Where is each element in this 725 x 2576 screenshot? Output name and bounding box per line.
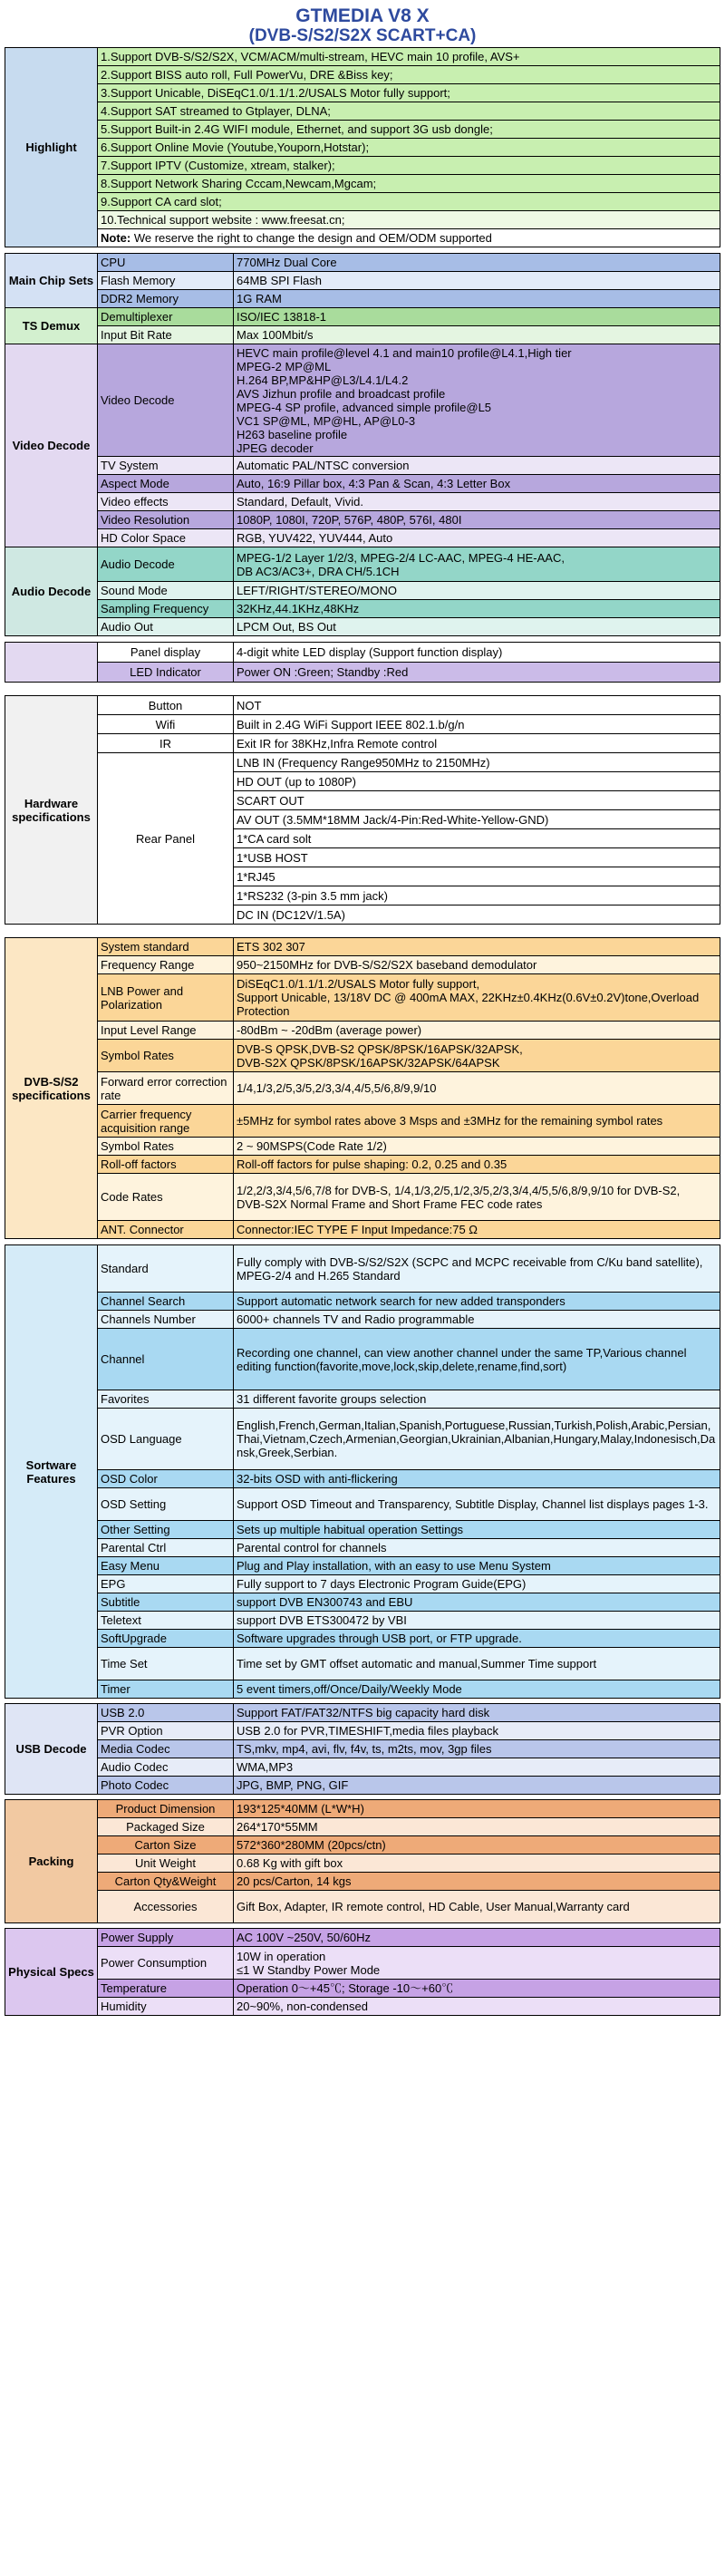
spec-value: Gift Box, Adapter, IR remote control, HD Cable, User Manual,Warranty card <box>234 1891 720 1923</box>
spec-label: PVR Option <box>98 1722 234 1740</box>
spec-label: Input Bit Rate <box>98 326 234 344</box>
highlight-row <box>5 102 720 121</box>
highlight-note-row <box>5 229 720 247</box>
spec-value: AC 100V ~250V, 50/60Hz <box>234 1929 720 1947</box>
spec-label: Symbol Rates <box>98 1138 234 1156</box>
audio-category: Audio Decode <box>5 547 98 636</box>
spec-value: Time set by GMT offset automatic and manual,Summer Time support <box>234 1648 720 1680</box>
chip-video-audio-table <box>5 253 720 636</box>
highlight-row <box>5 66 720 84</box>
highlight-item: 4.Support SAT streamed to Gtplayer, DLNA; <box>98 102 720 121</box>
spec-row <box>5 1740 720 1758</box>
spec-value: 1/2,2/3,3/4,5/6,7/8 for DVB-S, 1/4,1/3,2/5,1/2,3/5,2/3,3/4,4/5,5/6,8/9,9/10 for DVB-S2, DVB-S2X Normal Frame and Short Frame FEC code rates <box>234 1174 720 1221</box>
highlight-item: 3.Support Unicable, DiSEqC1.0/1.1/1.2/USALS Motor fully support; <box>98 84 720 102</box>
spec-label: Input Level Range <box>98 1022 234 1040</box>
spec-label: Video Resolution <box>98 511 234 529</box>
spec-value: 0.68 Kg with gift box <box>234 1855 720 1873</box>
spec-value: 1/4,1/3,2/5,3/5,2/3,3/4,4/5,5/6,8/9,9/10 <box>234 1072 720 1105</box>
spec-label: Sound Mode <box>98 582 234 600</box>
spec-value: USB 2.0 for PVR,TIMESHIFT,media files playback <box>234 1722 720 1740</box>
spec-row <box>5 1680 720 1699</box>
spec-row <box>5 1777 720 1795</box>
spec-value: Power ON :Green; Standby :Red <box>234 663 720 683</box>
spec-value: 264*170*55MM <box>234 1818 720 1836</box>
spec-row <box>5 1648 720 1680</box>
spec-row <box>5 272 720 290</box>
highlight-row <box>5 139 720 157</box>
spec-row <box>5 1630 720 1648</box>
spec-value: Max 100Mbit/s <box>234 326 720 344</box>
highlight-row <box>5 157 720 175</box>
highlight-item: 5.Support Built-in 2.4G WIFI module, Ethernet, and support 3G usb dongle; <box>98 121 720 139</box>
highlight-item: 7.Support IPTV (Customize, xtream, stalker); <box>98 157 720 175</box>
spec-row <box>5 696 720 715</box>
spec-row <box>5 1539 720 1557</box>
hardware-category: Hardware specifications <box>5 696 98 925</box>
spec-label: ANT. Connector <box>98 1221 234 1239</box>
spec-row <box>5 1980 720 1998</box>
spec-value: 193*125*40MM (L*W*H) <box>234 1800 720 1818</box>
spec-value: 770MHz Dual Core <box>234 254 720 272</box>
rear-panel-item: SCART OUT <box>234 791 720 810</box>
software-category: Sortware Features <box>5 1245 98 1699</box>
spec-label: Aspect Mode <box>98 475 234 493</box>
spec-label: Flash Memory <box>98 272 234 290</box>
spec-value: 950~2150MHz for DVB-S/S2/S2X baseband demodulator <box>234 956 720 974</box>
spec-label: Accessories <box>98 1891 234 1923</box>
spec-row <box>5 1409 720 1470</box>
spec-value: Fully comply with DVB-S/S2/S2X (SCPC and MCPC receivable from C/Ku band satellite), MPEG-2/4 and H.265 Standard <box>234 1245 720 1293</box>
spec-row <box>5 663 720 683</box>
product-subtitle: (DVB-S/S2/S2X SCART+CA) <box>248 26 477 45</box>
spec-value: 2 ~ 90MSPS(Code Rate 1/2) <box>234 1138 720 1156</box>
spec-label: OSD Language <box>98 1409 234 1470</box>
spec-label: Audio Out <box>98 618 234 636</box>
product-title: GTMEDIA V8 X <box>295 5 430 26</box>
highlight-item: 2.Support BISS auto roll, Full PowerVu, DRE &Biss key; <box>98 66 720 84</box>
spec-label: Forward error correction rate <box>98 1072 234 1105</box>
spec-row <box>5 582 720 600</box>
note-label: Note: <box>101 231 131 245</box>
spec-row <box>5 457 720 475</box>
rear-panel-item: AV OUT (3.5MM*18MM Jack/4-Pin:Red-White-Yellow-GND) <box>234 810 720 829</box>
spec-row <box>5 1800 720 1818</box>
spec-value: -80dBm ~ -20dBm (average power) <box>234 1022 720 1040</box>
spec-value: Recording one channel, can view another channel under the same TP,Various channel editing function(favorite,move,lock,skip,delete,rename,find,sort) <box>234 1329 720 1390</box>
spec-label: Other Setting <box>98 1521 234 1539</box>
spec-label: Roll-off factors <box>98 1156 234 1174</box>
spec-value: 32KHz,44.1KHz,48KHz <box>234 600 720 618</box>
spec-label: Humidity <box>98 1998 234 2016</box>
spec-value: Operation 0～+45℃; Storage -10～+60℃ <box>234 1980 720 1998</box>
spec-row <box>5 1329 720 1390</box>
highlight-row <box>5 175 720 193</box>
highlight-item: 1.Support DVB-S/S2/S2X, VCM/ACM/multi-stream, HEVC main 10 profile, AVS+ <box>98 48 720 66</box>
spec-label: Power Supply <box>98 1929 234 1947</box>
spec-row <box>5 1072 720 1105</box>
rear-panel-item: DC IN (DC12V/1.5A) <box>234 905 720 925</box>
physical-category: Physical Specs <box>5 1929 98 2016</box>
spec-value: 5 event timers,off/Once/Daily/Weekly Mode <box>234 1680 720 1699</box>
spec-label: Sampling Frequency <box>98 600 234 618</box>
spec-label: Audio Codec <box>98 1758 234 1777</box>
spec-value: Sets up multiple habitual operation Settings <box>234 1521 720 1539</box>
spec-label: Teletext <box>98 1612 234 1630</box>
spec-label: Frequency Range <box>98 956 234 974</box>
spec-value: Parental control for channels <box>234 1539 720 1557</box>
spec-label: HD Color Space <box>98 529 234 547</box>
rear-panel-item: LNB IN (Frequency Range950MHz to 2150MHz) <box>234 753 720 772</box>
spec-value: Fully support to 7 days Electronic Program Guide(EPG) <box>234 1575 720 1593</box>
spec-row <box>5 1855 720 1873</box>
spec-row <box>5 1836 720 1855</box>
spec-value: Connector:IEC TYPE F Input Impedance:75 Ω <box>234 1221 720 1239</box>
spec-row <box>5 1488 720 1521</box>
spec-value: 20 pcs/Carton, 14 kgs <box>234 1873 720 1891</box>
spec-value: Standard, Default, Vivid. <box>234 493 720 511</box>
spec-label: Carrier frequency acquisition range <box>98 1105 234 1138</box>
rear-panel-item: 1*USB HOST <box>234 848 720 867</box>
spec-row <box>5 1818 720 1836</box>
spec-label: Power Consumption <box>98 1947 234 1980</box>
spec-label: Unit Weight <box>98 1855 234 1873</box>
spec-label: IR <box>98 734 234 753</box>
software-usb-packing-table <box>5 1244 720 2016</box>
spec-label: Product Dimension <box>98 1800 234 1818</box>
spec-label: EPG <box>98 1575 234 1593</box>
spec-row <box>5 1873 720 1891</box>
chip-category: Main Chip Sets <box>5 254 98 308</box>
spec-row <box>5 1929 720 1947</box>
spec-value: 1G RAM <box>234 290 720 308</box>
spec-row <box>5 1612 720 1630</box>
spec-row <box>5 1557 720 1575</box>
spec-value: 1080P, 1080I, 720P, 576P, 480P, 576I, 480I <box>234 511 720 529</box>
spec-row <box>5 938 720 956</box>
spec-value: Auto, 16:9 Pillar box, 4:3 Pan & Scan, 4:3 Letter Box <box>234 475 720 493</box>
spec-label: OSD Color <box>98 1470 234 1488</box>
highlight-item: 6.Support Online Movie (Youtube,Youporn,Hotstar); <box>98 139 720 157</box>
spec-row <box>5 308 720 326</box>
highlight-note <box>98 229 720 247</box>
spec-value: MPEG-1/2 Layer 1/2/3, MPEG-2/4 LC-AAC, MPEG-4 HE-AAC, DB AC3/AC3+, DRA CH/5.1CH <box>234 547 720 582</box>
spec-row <box>5 1758 720 1777</box>
spec-row <box>5 1521 720 1539</box>
spec-label: TV System <box>98 457 234 475</box>
spec-label: Carton Qty&Weight <box>98 1873 234 1891</box>
spec-row <box>5 511 720 529</box>
spec-label: Packaged Size <box>98 1818 234 1836</box>
spec-value: RGB, YUV422, YUV444, Auto <box>234 529 720 547</box>
spec-row <box>5 734 720 753</box>
spec-row <box>5 618 720 636</box>
spec-value: Support automatic network search for new added transponders <box>234 1293 720 1311</box>
packing-category: Packing <box>5 1800 98 1923</box>
spec-value: English,French,German,Italian,Spanish,Portuguese,Russian,Turkish,Polish,Arabic,Persian,Thai,Vietnam,Czech,Armenian,Georgian,Ukrainian,Albanian,Hungary,Malay,Indonesisch,Dansk,Greek,Serbian. <box>234 1409 720 1470</box>
spec-row <box>5 1040 720 1072</box>
spec-row <box>5 254 720 272</box>
spec-value: LPCM Out, BS Out <box>234 618 720 636</box>
spec-row <box>5 974 720 1022</box>
spec-label: Media Codec <box>98 1740 234 1758</box>
rear-panel-item: 1*RS232 (3-pin 3.5 mm jack) <box>234 886 720 905</box>
spec-value: 64MB SPI Flash <box>234 272 720 290</box>
spec-row <box>5 547 720 582</box>
spec-label: Symbol Rates <box>98 1040 234 1072</box>
spec-row <box>5 600 720 618</box>
spec-label: Temperature <box>98 1980 234 1998</box>
panel-category <box>5 643 98 683</box>
spec-label: OSD Setting <box>98 1488 234 1521</box>
spec-label: Panel display <box>98 643 234 663</box>
title-block <box>5 0 720 47</box>
spec-label: Time Set <box>98 1648 234 1680</box>
spec-row <box>5 1704 720 1722</box>
rear-panel-item: 1*CA card solt <box>234 829 720 848</box>
spec-row <box>5 1390 720 1409</box>
spec-row <box>5 643 720 663</box>
spec-row <box>5 344 720 457</box>
spec-row <box>5 290 720 308</box>
spec-row <box>5 1470 720 1488</box>
spec-value: HEVC main profile@level 4.1 and main10 profile@L4.1,High tier MPEG-2 MP@ML H.264 BP,MP&HP@L3/L4.1/L4.2 AVS Jizhun profile and broadcast profile MPEG-4 SP profile, advanced simple profile@L5 VC1 SP@ML, MP@HL, AP@L0-3 H263 baseline profile JPEG decoder <box>234 344 720 457</box>
spec-value: DiSEqC1.0/1.1/1.2/USALS Motor fully support, Support Unicable, 13/18V DC @ 400mA MAX, 22KHz±0.4KHz(0.6V±0.2V)tone,Overload Protection <box>234 974 720 1022</box>
spec-label: Subtitle <box>98 1593 234 1612</box>
spec-label: LNB Power and Polarization <box>98 974 234 1022</box>
spec-label: Timer <box>98 1680 234 1699</box>
spec-value: Built in 2.4G WiFi Support IEEE 802.1.b/g/n <box>234 715 720 734</box>
spec-label: Channels Number <box>98 1311 234 1329</box>
spec-row <box>5 1998 720 2016</box>
spec-row <box>5 1022 720 1040</box>
spec-value: 10W in operation ≤1 W Standby Power Mode <box>234 1947 720 1980</box>
demux-category: TS Demux <box>5 308 98 344</box>
spec-row <box>5 1722 720 1740</box>
spec-value: ETS 302 307 <box>234 938 720 956</box>
spec-label: USB 2.0 <box>98 1704 234 1722</box>
spec-label: SoftUpgrade <box>98 1630 234 1648</box>
highlight-row <box>5 211 720 229</box>
video-category: Video Decode <box>5 344 98 547</box>
spec-row <box>5 956 720 974</box>
spec-value: Software upgrades through USB port, or FTP upgrade. <box>234 1630 720 1648</box>
hardware-table <box>5 695 720 925</box>
highlight-row <box>5 48 720 66</box>
spec-value: WMA,MP3 <box>234 1758 720 1777</box>
spec-row <box>5 1947 720 1980</box>
dvb-table <box>5 937 720 1239</box>
spec-value: DVB-S QPSK,DVB-S2 QPSK/8PSK/16APSK/32APSK, DVB-S2X QPSK/8PSK/16APSK/32APSK/64APSK <box>234 1040 720 1072</box>
spec-label: Video effects <box>98 493 234 511</box>
spec-value: LEFT/RIGHT/STEREO/MONO <box>234 582 720 600</box>
spec-value: Exit IR for 38KHz,Infra Remote control <box>234 734 720 753</box>
spec-value: ±5MHz for symbol rates above 3 Msps and ±3MHz for the remaining symbol rates <box>234 1105 720 1138</box>
spec-row <box>5 1245 720 1293</box>
spec-row <box>5 1221 720 1239</box>
spec-label: LED Indicator <box>98 663 234 683</box>
spec-value: Automatic PAL/NTSC conversion <box>234 457 720 475</box>
spec-sheet <box>5 0 720 2016</box>
spec-row <box>5 529 720 547</box>
spec-label: Code Rates <box>98 1174 234 1221</box>
spec-row <box>5 1891 720 1923</box>
rear-panel-item: 1*RJ45 <box>234 867 720 886</box>
spec-label: Video Decode <box>98 344 234 457</box>
spec-value: 6000+ channels TV and Radio programmable <box>234 1311 720 1329</box>
spec-row <box>5 1174 720 1221</box>
spec-label: Easy Menu <box>98 1557 234 1575</box>
spec-value: Support OSD Timeout and Transparency, Subtitle Display, Channel list displays pages 1-3. <box>234 1488 720 1521</box>
rear-panel-item: HD OUT (up to 1080P) <box>234 772 720 791</box>
spec-row <box>5 1575 720 1593</box>
spec-label: Channel <box>98 1329 234 1390</box>
spec-label: Carton Size <box>98 1836 234 1855</box>
spec-value: Roll-off factors for pulse shaping: 0.2, 0.25 and 0.35 <box>234 1156 720 1174</box>
spec-value: support DVB EN300743 and EBU <box>234 1593 720 1612</box>
highlight-item: 8.Support Network Sharing Cccam,Newcam,Mgcam; <box>98 175 720 193</box>
spec-row <box>5 493 720 511</box>
spec-label: Wifi <box>98 715 234 734</box>
spec-label: DDR2 Memory <box>98 290 234 308</box>
spec-value: 32-bits OSD with anti-flickering <box>234 1470 720 1488</box>
spec-label: Standard <box>98 1245 234 1293</box>
spec-row <box>5 1138 720 1156</box>
spec-value: 4-digit white LED display (Support function display) <box>234 643 720 663</box>
spec-label: Demultiplexer <box>98 308 234 326</box>
spec-value: ISO/IEC 13818-1 <box>234 308 720 326</box>
rear-panel-row <box>5 753 720 772</box>
panel-table <box>5 642 720 683</box>
spec-value: support DVB ETS300472 by VBI <box>234 1612 720 1630</box>
spec-value: Support FAT/FAT32/NTFS big capacity hard disk <box>234 1704 720 1722</box>
spec-value: 20~90%, non-condensed <box>234 1998 720 2016</box>
spec-label: Parental Ctrl <box>98 1539 234 1557</box>
spec-value: 31 different favorite groups selection <box>234 1390 720 1409</box>
spec-row <box>5 1311 720 1329</box>
spec-value: 572*360*280MM (20pcs/ctn) <box>234 1836 720 1855</box>
note-text: We reserve the right to change the design and OEM/ODM supported <box>130 231 492 245</box>
highlight-category: Highlight <box>5 48 98 247</box>
rear-panel-label: Rear Panel <box>98 753 234 925</box>
spec-value: JPG, BMP, PNG, GIF <box>234 1777 720 1795</box>
highlight-row <box>5 121 720 139</box>
usb-category: USB Decode <box>5 1704 98 1795</box>
spec-row <box>5 715 720 734</box>
spec-row <box>5 1156 720 1174</box>
spec-row <box>5 475 720 493</box>
spec-row <box>5 326 720 344</box>
spec-row <box>5 1293 720 1311</box>
highlight-row <box>5 193 720 211</box>
spec-label: Audio Decode <box>98 547 234 582</box>
spec-value: TS,mkv, mp4, avi, flv, f4v, ts, m2ts, mov, 3gp files <box>234 1740 720 1758</box>
dvb-category: DVB-S/S2 specifications <box>5 938 98 1239</box>
spec-label: Button <box>98 696 234 715</box>
spec-label: Channel Search <box>98 1293 234 1311</box>
spec-label: CPU <box>98 254 234 272</box>
spec-value: Plug and Play installation, with an easy to use Menu System <box>234 1557 720 1575</box>
spec-label: System standard <box>98 938 234 956</box>
spec-label: Favorites <box>98 1390 234 1409</box>
spec-value: NOT <box>234 696 720 715</box>
spec-row <box>5 1105 720 1138</box>
spec-label: Photo Codec <box>98 1777 234 1795</box>
highlight-table <box>5 47 720 247</box>
highlight-row <box>5 84 720 102</box>
highlight-item: 9.Support CA card slot; <box>98 193 720 211</box>
highlight-item: 10.Technical support website : www.freesat.cn; <box>98 211 720 229</box>
spec-row <box>5 1593 720 1612</box>
